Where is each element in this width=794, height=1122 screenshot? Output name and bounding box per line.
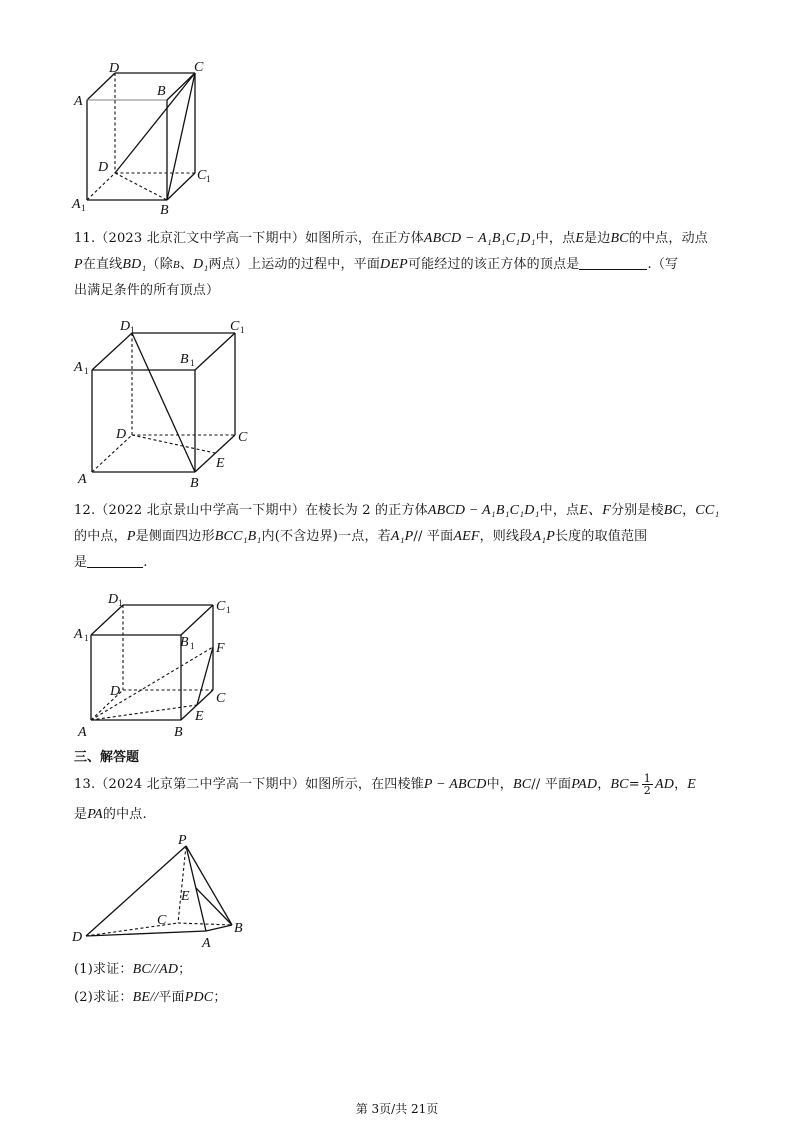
q11-line-BD1: BD₁ bbox=[122, 257, 147, 272]
q13-segment-AD: AD bbox=[655, 777, 675, 792]
label-F: F bbox=[216, 641, 225, 656]
q12-text: 是侧面四边形 bbox=[135, 529, 215, 544]
q12-number: 12. bbox=[74, 503, 96, 518]
q11-source: （2023 北京汇文中学高一下期中） bbox=[95, 231, 306, 246]
q13-fraction-den: 2 bbox=[643, 784, 651, 797]
label-D1: D bbox=[120, 319, 131, 334]
edge bbox=[167, 73, 195, 200]
q11-plane-DEP: DEP bbox=[380, 257, 408, 272]
q12-face: BCC₁B₁ bbox=[214, 529, 262, 544]
q11-text: 是边 bbox=[584, 231, 611, 246]
label-B: B bbox=[190, 476, 199, 491]
edge bbox=[181, 605, 213, 635]
q13-number: 13. bbox=[74, 777, 96, 792]
label-A1: A bbox=[74, 627, 83, 642]
edge-AB bbox=[206, 925, 232, 931]
q12-edge-BC: BC bbox=[663, 503, 683, 518]
hidden-edge-PC bbox=[178, 846, 186, 923]
q13-segment-BC: BC bbox=[610, 777, 629, 792]
q13-plane-PDC: PDC bbox=[184, 990, 214, 1005]
label-B1: B bbox=[180, 635, 189, 650]
q13-text: 平面 bbox=[158, 990, 185, 1005]
q11-segment-BC: BC bbox=[610, 231, 629, 246]
q13-equals: = bbox=[628, 777, 640, 792]
q13-pyramid: P − ABCD bbox=[423, 777, 487, 792]
edge bbox=[91, 605, 123, 635]
label-D-lower: D bbox=[98, 160, 109, 175]
label-A: A bbox=[202, 936, 211, 951]
q12-segment-A1P: A₁P bbox=[390, 529, 414, 544]
label-E: E bbox=[181, 889, 190, 904]
q11-text: .（写 bbox=[647, 257, 679, 272]
q11-text: 可能经过的该正方体的顶点是 bbox=[407, 257, 580, 272]
q13-part-1-label: (1)求证： bbox=[74, 962, 133, 977]
segment-EF bbox=[197, 647, 213, 705]
label-C1: C bbox=[197, 168, 207, 183]
label-D1-sub: 1 bbox=[130, 325, 135, 335]
figure-cube-2 bbox=[70, 315, 260, 490]
label-B: B bbox=[174, 725, 183, 740]
question-11 bbox=[74, 226, 724, 304]
q13-text: // 平面 bbox=[531, 777, 572, 792]
q12-text: 在棱长为 2 的正方体 bbox=[305, 503, 428, 518]
q13-text: ， bbox=[597, 777, 611, 792]
label-A1-sub: 1 bbox=[81, 203, 86, 213]
section-heading: 三、解答题 bbox=[74, 750, 140, 765]
edge-PD bbox=[86, 846, 186, 936]
q13-text: 的中点. bbox=[102, 807, 147, 822]
figure-cube-2-svg bbox=[70, 315, 260, 490]
q11-text: （除 bbox=[146, 257, 173, 272]
q11-text: 两点）上运动的过程中，平面 bbox=[208, 257, 381, 272]
q13-part-2-math: BE// bbox=[132, 990, 159, 1005]
q12-text: 内(不含边界)一点，若 bbox=[261, 529, 391, 544]
label-A: A bbox=[78, 725, 87, 740]
q13-text: 如图所示，在四棱锥 bbox=[305, 777, 424, 792]
q11-text: 如图所示，在正方体 bbox=[305, 231, 424, 246]
q13-part-2 bbox=[74, 985, 724, 1011]
figure-pyramid-svg bbox=[68, 830, 268, 955]
q13-part-1 bbox=[74, 957, 724, 983]
question-13 bbox=[74, 770, 724, 830]
label-C1: C bbox=[216, 599, 226, 614]
hidden-edge-DE bbox=[132, 435, 215, 453]
q12-cube: ABCD − A₁B₁C₁D₁ bbox=[427, 503, 540, 518]
edge bbox=[87, 73, 115, 100]
q12-text: 是 bbox=[74, 555, 88, 570]
label-D: D bbox=[110, 684, 121, 699]
label-B: B bbox=[157, 84, 166, 99]
q11-text: 、 bbox=[179, 257, 194, 272]
label-A: A bbox=[78, 472, 87, 487]
q12-text: ，则线段 bbox=[479, 529, 533, 544]
edge bbox=[195, 435, 235, 472]
label-B1-sub: 1 bbox=[190, 358, 195, 368]
q11-answer-blank[interactable] bbox=[579, 255, 647, 270]
label-D1: D bbox=[108, 592, 119, 607]
label-A1-sub: 1 bbox=[84, 366, 89, 376]
q11-text: 在直线 bbox=[82, 257, 123, 272]
edge bbox=[167, 173, 195, 200]
hidden-edge bbox=[87, 173, 115, 200]
edge bbox=[115, 73, 195, 173]
q12-text: 分别是棱 bbox=[610, 503, 664, 518]
label-A1: A bbox=[72, 197, 81, 212]
edge bbox=[92, 333, 132, 370]
q12-edge-CC1: CC₁ bbox=[695, 503, 720, 518]
q11-text: 出满足条件的所有顶点） bbox=[74, 283, 220, 298]
q13-source: （2024 北京第二中学高一下期中） bbox=[95, 777, 306, 792]
label-D: D bbox=[116, 427, 127, 442]
hidden-edge bbox=[115, 173, 167, 200]
label-B-lower: B bbox=[160, 203, 169, 218]
q12-text: // 平面 bbox=[413, 529, 454, 544]
q12-text: ， bbox=[682, 503, 696, 518]
q12-text: . bbox=[143, 555, 148, 570]
q11-point-B: B bbox=[172, 259, 180, 271]
q13-text: ； bbox=[178, 962, 192, 977]
label-D: D bbox=[109, 61, 120, 76]
q13-fraction-num: 1 bbox=[643, 772, 651, 785]
label-C1-sub: 1 bbox=[226, 605, 231, 615]
edge bbox=[167, 73, 195, 100]
label-C1-sub: 1 bbox=[206, 174, 211, 184]
question-12 bbox=[74, 498, 724, 576]
label-C: C bbox=[157, 913, 167, 928]
label-A1: A bbox=[74, 360, 83, 375]
q13-fraction bbox=[642, 773, 653, 796]
label-B: B bbox=[234, 921, 243, 936]
label-B1-sub: 1 bbox=[190, 641, 195, 651]
q11-cube: ABCD − A₁B₁C₁D₁ bbox=[423, 231, 536, 246]
q13-part-1-math: BC//AD bbox=[132, 962, 179, 977]
q12-answer-blank[interactable] bbox=[87, 553, 143, 568]
q13-text: ； bbox=[213, 990, 227, 1005]
q11-point-P: P bbox=[74, 257, 83, 272]
q11-point-E: E bbox=[575, 231, 585, 246]
q12-text: 中，点 bbox=[539, 503, 580, 518]
q13-plane-PAD: PAD bbox=[571, 777, 598, 792]
q12-point-P: P bbox=[126, 529, 136, 544]
figure-pyramid bbox=[68, 830, 268, 955]
label-D1-sub: 1 bbox=[118, 598, 123, 608]
label-P: P bbox=[178, 833, 187, 848]
figure-cube-1 bbox=[60, 55, 230, 225]
q13-text: ， bbox=[674, 777, 688, 792]
label-A1-sub: 1 bbox=[84, 633, 89, 643]
q11-text: 的中点，动点 bbox=[628, 231, 708, 246]
q12-text: 的中点， bbox=[74, 529, 127, 544]
label-A: A bbox=[74, 94, 83, 109]
figure-cube-3 bbox=[68, 590, 248, 740]
q13-text: 中， bbox=[486, 777, 513, 792]
q13-segment-BC: BC bbox=[512, 777, 532, 792]
label-C: C bbox=[216, 691, 226, 706]
figure-cube-1-svg bbox=[60, 55, 230, 225]
label-B1: B bbox=[180, 352, 189, 367]
q11-number: 11. bbox=[74, 231, 96, 246]
label-E: E bbox=[216, 456, 225, 471]
q12-plane-AEF: AEF bbox=[453, 529, 480, 544]
q13-segment-PA: PA bbox=[87, 807, 103, 822]
label-C1: C bbox=[230, 319, 240, 334]
label-C1-sub: 1 bbox=[240, 325, 245, 335]
label-C: C bbox=[238, 430, 248, 445]
q12-points-EF: E、F bbox=[579, 503, 611, 518]
q11-point-D1: D₁ bbox=[193, 257, 209, 272]
label-E: E bbox=[195, 709, 204, 724]
q11-text: 中，点 bbox=[535, 231, 576, 246]
q12-segment-A1P: A₁P bbox=[532, 529, 555, 544]
q13-text: 是 bbox=[74, 807, 88, 822]
page-footer: 第 3页/共 21页 bbox=[355, 1102, 439, 1116]
q12-text: 长度的取值范围 bbox=[554, 529, 648, 544]
label-D: D bbox=[72, 930, 83, 945]
q12-source: （2022 北京景山中学高一下期中） bbox=[95, 503, 306, 518]
edge bbox=[195, 333, 235, 370]
label-C: C bbox=[194, 60, 204, 75]
edge-PB bbox=[186, 846, 232, 925]
figure-cube-3-svg bbox=[68, 590, 248, 740]
q13-point-E: E bbox=[687, 777, 697, 792]
q13-part-2-label: (2)求证： bbox=[74, 990, 133, 1005]
